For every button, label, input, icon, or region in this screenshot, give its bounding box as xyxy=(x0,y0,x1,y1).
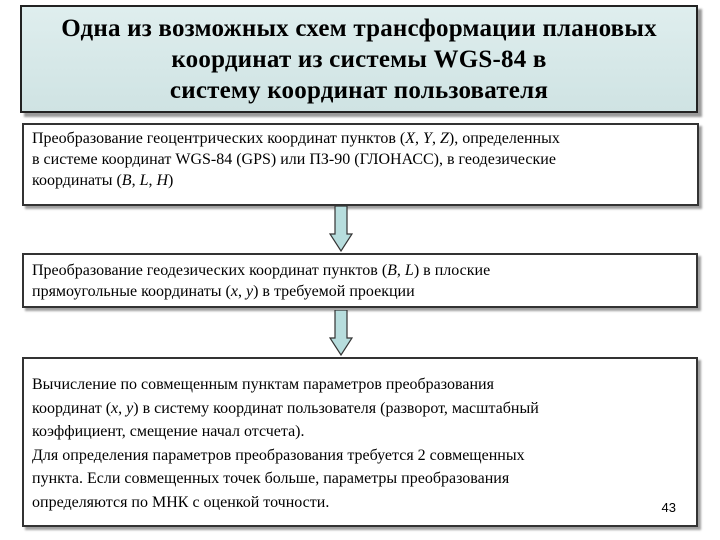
down-arrow-icon xyxy=(329,310,353,356)
step-3-line-4: Для определения параметров преобразования требуется 2 совмещенных xyxy=(32,446,525,464)
page-title xyxy=(61,13,657,106)
step-1-line-1: Преобразование геоцентрических координат пунктов (X, Y, Z), определенных xyxy=(32,130,560,147)
step-3-box xyxy=(22,357,698,527)
step-2-line-2: прямоугольные координаты (x, y) в требуемой проекции xyxy=(32,283,415,300)
title-line-1: Одна из возможных схем трансформации плановых xyxy=(61,14,657,42)
down-arrow-icon xyxy=(329,206,353,252)
title-line-2: координат из системы WGS-84 в xyxy=(171,45,547,73)
step-3-line-6: определяются по МНК с оценкой точности. xyxy=(32,493,330,511)
title-line-3: систему координат пользователя xyxy=(169,76,549,104)
step-1-line-3: координаты (B, L, H) xyxy=(32,172,174,189)
step-3-line-3: коэффициент, смещение начал отсчета). xyxy=(32,423,305,440)
step-1-line-2: в системе координат WGS-84 (GPS) или ПЗ-90 (ГЛОНАСС), в геодезические xyxy=(32,151,556,168)
step-2-line-1: Преобразование геодезических координат пунктов (B, L) в плоские xyxy=(32,262,491,279)
step-1-box xyxy=(22,123,699,206)
step-3-line-2: координат (x, y) в систему координат пользователя (разворот, масштабный xyxy=(32,399,539,417)
title-box xyxy=(20,5,698,113)
step-3-line-5: пункта. Если совмещенных точек больше, параметры преобразования xyxy=(32,470,510,487)
page-number: 43 xyxy=(661,499,676,515)
step-2-box xyxy=(22,253,698,308)
step-3-line-1: Вычисление по совмещенным пунктам параметров преобразования xyxy=(32,376,494,393)
